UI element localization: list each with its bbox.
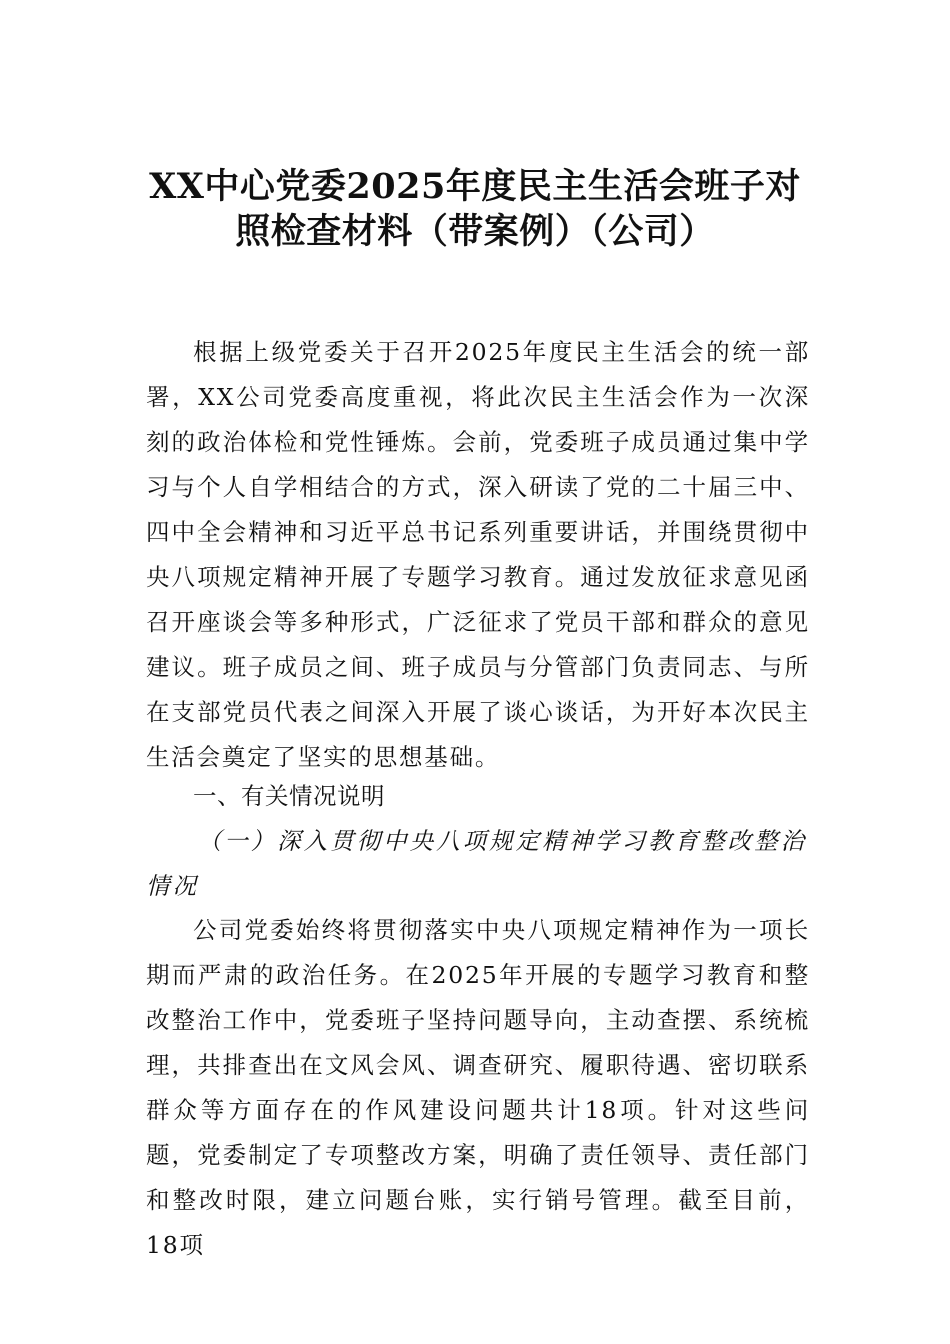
body-paragraph: 公司党委始终将贯彻落实中央八项规定精神作为一项长期而严肃的政治任务。在2025年开展的专题学习教育和整改整治工作中，党委班子坚持问题导向，主动查摆、系统梳理，共排查出在文风会风、调查研究、履职待遇、密切联系群众等方面存在的作风建设问题共计18项。针对这些问题，党委制定了专项整改方案，明确了责任领导、责任部门和整改时限，建立问题台账，实行销号管理。截至目前，18项 [146,916,810,1259]
section-heading: 一、有关情况说明 [193,782,385,810]
document-title-line-2: 照检查材料（带案例）（公司） [235,211,715,252]
subsection-heading: （一）深入贯彻中央八项规定精神学习教育整改整治情况 [146,827,808,900]
intro-paragraph: 根据上级党委关于召开2025年度民主生活会的统一部署，XX公司党委高度重视，将此次民主生活会作为一次深刻的政治体检和党性锤炼。会前，党委班子成员通过集中学习与个人自学相结合的方式，深入研读了党的二十届三中、四中全会精神和习近平总书记系列重要讲话，并围绕贯彻中央八项规定精神开展了专题学习教育。通过发放征求意见函召开座谈会等多种形式，广泛征求了党员干部和群众的意见建议。班子成员之间、班子成员与分管部门负责同志、与所在支部党员代表之间深入开展了谈心谈话，为开好本次民主生活会奠定了坚实的思想基础。 [146,338,810,771]
document-title-line-1: XX中心党委2025年度民主生活会班子对 [149,166,801,207]
